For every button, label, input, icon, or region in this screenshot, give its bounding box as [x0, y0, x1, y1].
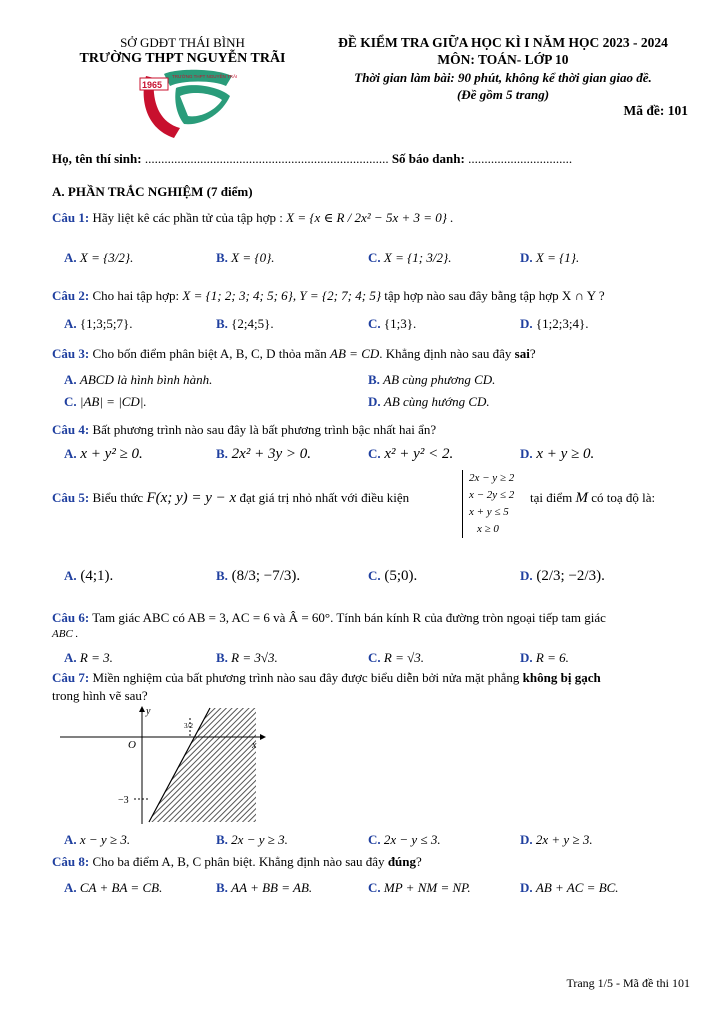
question-1	[52, 210, 453, 226]
school-name: TRƯỜNG THPT NGUYỄN TRÃI	[79, 51, 286, 66]
q3-option-c[interactable]: C. |AB| = |CD|.	[64, 394, 147, 409]
q3-option-b[interactable]: B. AB cùng phương CD.	[368, 372, 496, 387]
q8-label: Câu 8:	[52, 854, 90, 869]
q8-option-b[interactable]: B. AA + BB = AB.	[216, 880, 313, 895]
q1-set: X = {x ∈ R / 2x² − 5x + 3 = 0} .	[286, 210, 454, 225]
q7-label: Câu 7:	[52, 670, 90, 685]
q5-tail: tại điểm M có toạ độ là:	[530, 490, 656, 506]
q8-emphasis: đúng	[387, 854, 417, 869]
q2-sets: X = {1; 2; 3; 4; 5; 6}, Y = {2; 7; 4; 5}	[182, 288, 382, 303]
q4-option-a[interactable]: A. x + y² ≥ 0.	[64, 446, 143, 462]
question-4	[52, 422, 436, 438]
q5-text: Biểu thức	[92, 490, 144, 505]
exam-time: Thời gian làm bài: 90 phút, không kể thời gian giao đề.	[354, 70, 652, 85]
q5-system: 2x − y ≥ 2 x − 2y ≤ 2 x + y ≤ 5 x ≥ 0	[462, 470, 514, 538]
q1-label: Câu 1:	[52, 210, 90, 225]
q8-option-d[interactable]: D. AB + AC = BC.	[520, 880, 619, 895]
q2-text: Cho hai tập hợp:	[92, 288, 180, 303]
question-2	[52, 288, 605, 304]
q3-emphasis: sai	[514, 346, 530, 361]
q7-text-2: trong hình vẽ sau?	[52, 688, 148, 703]
q8-text: Cho ba điểm A, B, C phân biệt. Khẳng định nào sau đây	[92, 854, 385, 869]
q3-option-a[interactable]: A. ABCD là hình bình hành.	[64, 372, 213, 387]
question-8: Câu 8: Cho ba điểm A, B, C phân biệt. Khẳng định nào sau đây đúng?	[52, 854, 422, 869]
q8-option-c[interactable]: C. MP + NM = NP.	[368, 880, 471, 895]
q2-option-b[interactable]: B. {2;4;5}.	[216, 316, 274, 331]
q5-option-c[interactable]: C. (5;0).	[368, 568, 418, 584]
q1-option-d[interactable]: D. X = {1}.	[520, 250, 580, 265]
name-label: Họ, tên thí sinh:	[52, 151, 142, 166]
q6-text: Tam giác ABC có AB = 3, AC = 6 và Â = 60°. Tính bán kính R của đường tròn ngoại tiếp tam giác	[92, 610, 606, 625]
q3-option-d[interactable]: D. AB cùng hướng CD.	[368, 394, 490, 409]
q4-label: Câu 4:	[52, 422, 90, 437]
q8-option-a[interactable]: A. CA + BA = CB.	[64, 880, 163, 895]
q5-expression: F(x; y) = y − x	[146, 490, 237, 506]
q5-option-b[interactable]: B. (8/3; −7/3).	[216, 568, 301, 584]
exam-title: ĐỀ KIỂM TRA GIỮA HỌC KÌ I NĂM HỌC 2023 - 2024	[338, 35, 668, 50]
page-count: (Đề gồm 5 trang)	[456, 87, 550, 102]
q5-option-a[interactable]: A. (4;1).	[64, 568, 114, 584]
question-6	[52, 610, 606, 626]
section-a-title: A. PHẦN TRẮC NGHIỆM (7 điểm)	[52, 184, 253, 199]
y-tick-label: −3	[118, 795, 129, 806]
logo-year: 1965	[142, 80, 163, 90]
q3-tail: . Khẳng định nào sau đây	[379, 346, 512, 361]
q7-text: Miền nghiệm của bất phương trình nào sau đây được biểu diễn bởi nửa mặt phẳng	[92, 670, 520, 685]
q7-option-d[interactable]: D. 2x + y ≥ 3.	[520, 832, 593, 847]
logo-text: TRƯỜNG THPT NGUYỄN TRÃI	[172, 74, 238, 79]
q5-mid: đạt giá trị nhỏ nhất với điều kiện	[239, 490, 410, 505]
q5-label: Câu 5:	[52, 490, 90, 505]
q4-option-d[interactable]: D. x + y ≥ 0.	[520, 446, 595, 462]
q6-text-2: ABC .	[52, 628, 79, 640]
x-tick-label: 3/2	[184, 722, 193, 730]
q7-graph	[60, 704, 272, 826]
name-field[interactable]: ...........................................................................	[144, 151, 389, 166]
school-logo	[136, 66, 246, 142]
id-field[interactable]: ................................	[468, 151, 573, 166]
x-axis-label: x	[252, 740, 257, 751]
q1-text: Hãy liệt kê các phần tử của tập hợp :	[92, 210, 283, 225]
q7-emphasis: không bị gạch	[522, 670, 601, 685]
question-7	[52, 670, 601, 686]
q3-text: Cho bốn điểm phân biệt A, B, C, D thỏa mãn	[92, 346, 327, 361]
q7-option-c[interactable]: C. 2x − y ≤ 3.	[368, 832, 441, 847]
q4-option-c[interactable]: C. x² + y² < 2.	[368, 446, 454, 462]
q2-option-c[interactable]: C. {1;3}.	[368, 316, 417, 331]
q2-tail: tập hợp nào sau đây bằng tập hợp X ∩ Y ?	[384, 288, 605, 303]
hatched-region	[149, 708, 256, 822]
q3-equation: AB = CD	[330, 346, 380, 361]
q2-option-a[interactable]: A. {1;3;5;7}.	[64, 316, 133, 331]
exam-code: Mã đề: 101	[623, 103, 688, 118]
question-3: Câu 3: Cho bốn điểm phân biệt A, B, C, D thỏa mãn AB = CD. Khẳng định nào sau đây sai?	[52, 346, 536, 361]
department-name: SỞ GDĐT THÁI BÌNH	[120, 35, 245, 50]
q1-option-b[interactable]: B. X = {0}.	[216, 250, 275, 265]
origin-label: O	[128, 739, 136, 751]
q4-option-b[interactable]: B. 2x² + 3y > 0.	[216, 446, 311, 462]
student-info-line	[52, 151, 572, 167]
subject: MÔN: TOÁN- LỚP 10	[437, 52, 569, 67]
q1-option-a[interactable]: A. X = {3/2}.	[64, 250, 134, 265]
q6-option-a[interactable]: A. R = 3.	[64, 650, 113, 665]
q6-label: Câu 6:	[52, 610, 90, 625]
q5-option-d[interactable]: D. (2/3; −2/3).	[520, 568, 605, 584]
q6-option-c[interactable]: C. R = √3.	[368, 650, 424, 665]
page-footer: Trang 1/5 - Mã đề thi 101	[566, 976, 690, 990]
q7-option-a[interactable]: A. x − y ≥ 3.	[64, 832, 131, 847]
q1-option-c[interactable]: C. X = {1; 3/2}.	[368, 250, 452, 265]
q7-option-b[interactable]: B. 2x − y ≥ 3.	[216, 832, 288, 847]
q6-option-b[interactable]: B. R = 3√3.	[216, 650, 278, 665]
q2-option-d[interactable]: D. {1;2;3;4}.	[520, 316, 589, 331]
q3-label: Câu 3:	[52, 346, 90, 361]
id-label: Số báo danh:	[391, 151, 465, 166]
y-axis-label: y	[146, 706, 151, 717]
q6-option-d[interactable]: D. R = 6.	[520, 650, 569, 665]
q2-label: Câu 2:	[52, 288, 90, 303]
question-5	[52, 490, 409, 507]
q4-text: Bất phương trình nào sau đây là bất phương trình bậc nhất hai ẩn?	[92, 422, 437, 437]
